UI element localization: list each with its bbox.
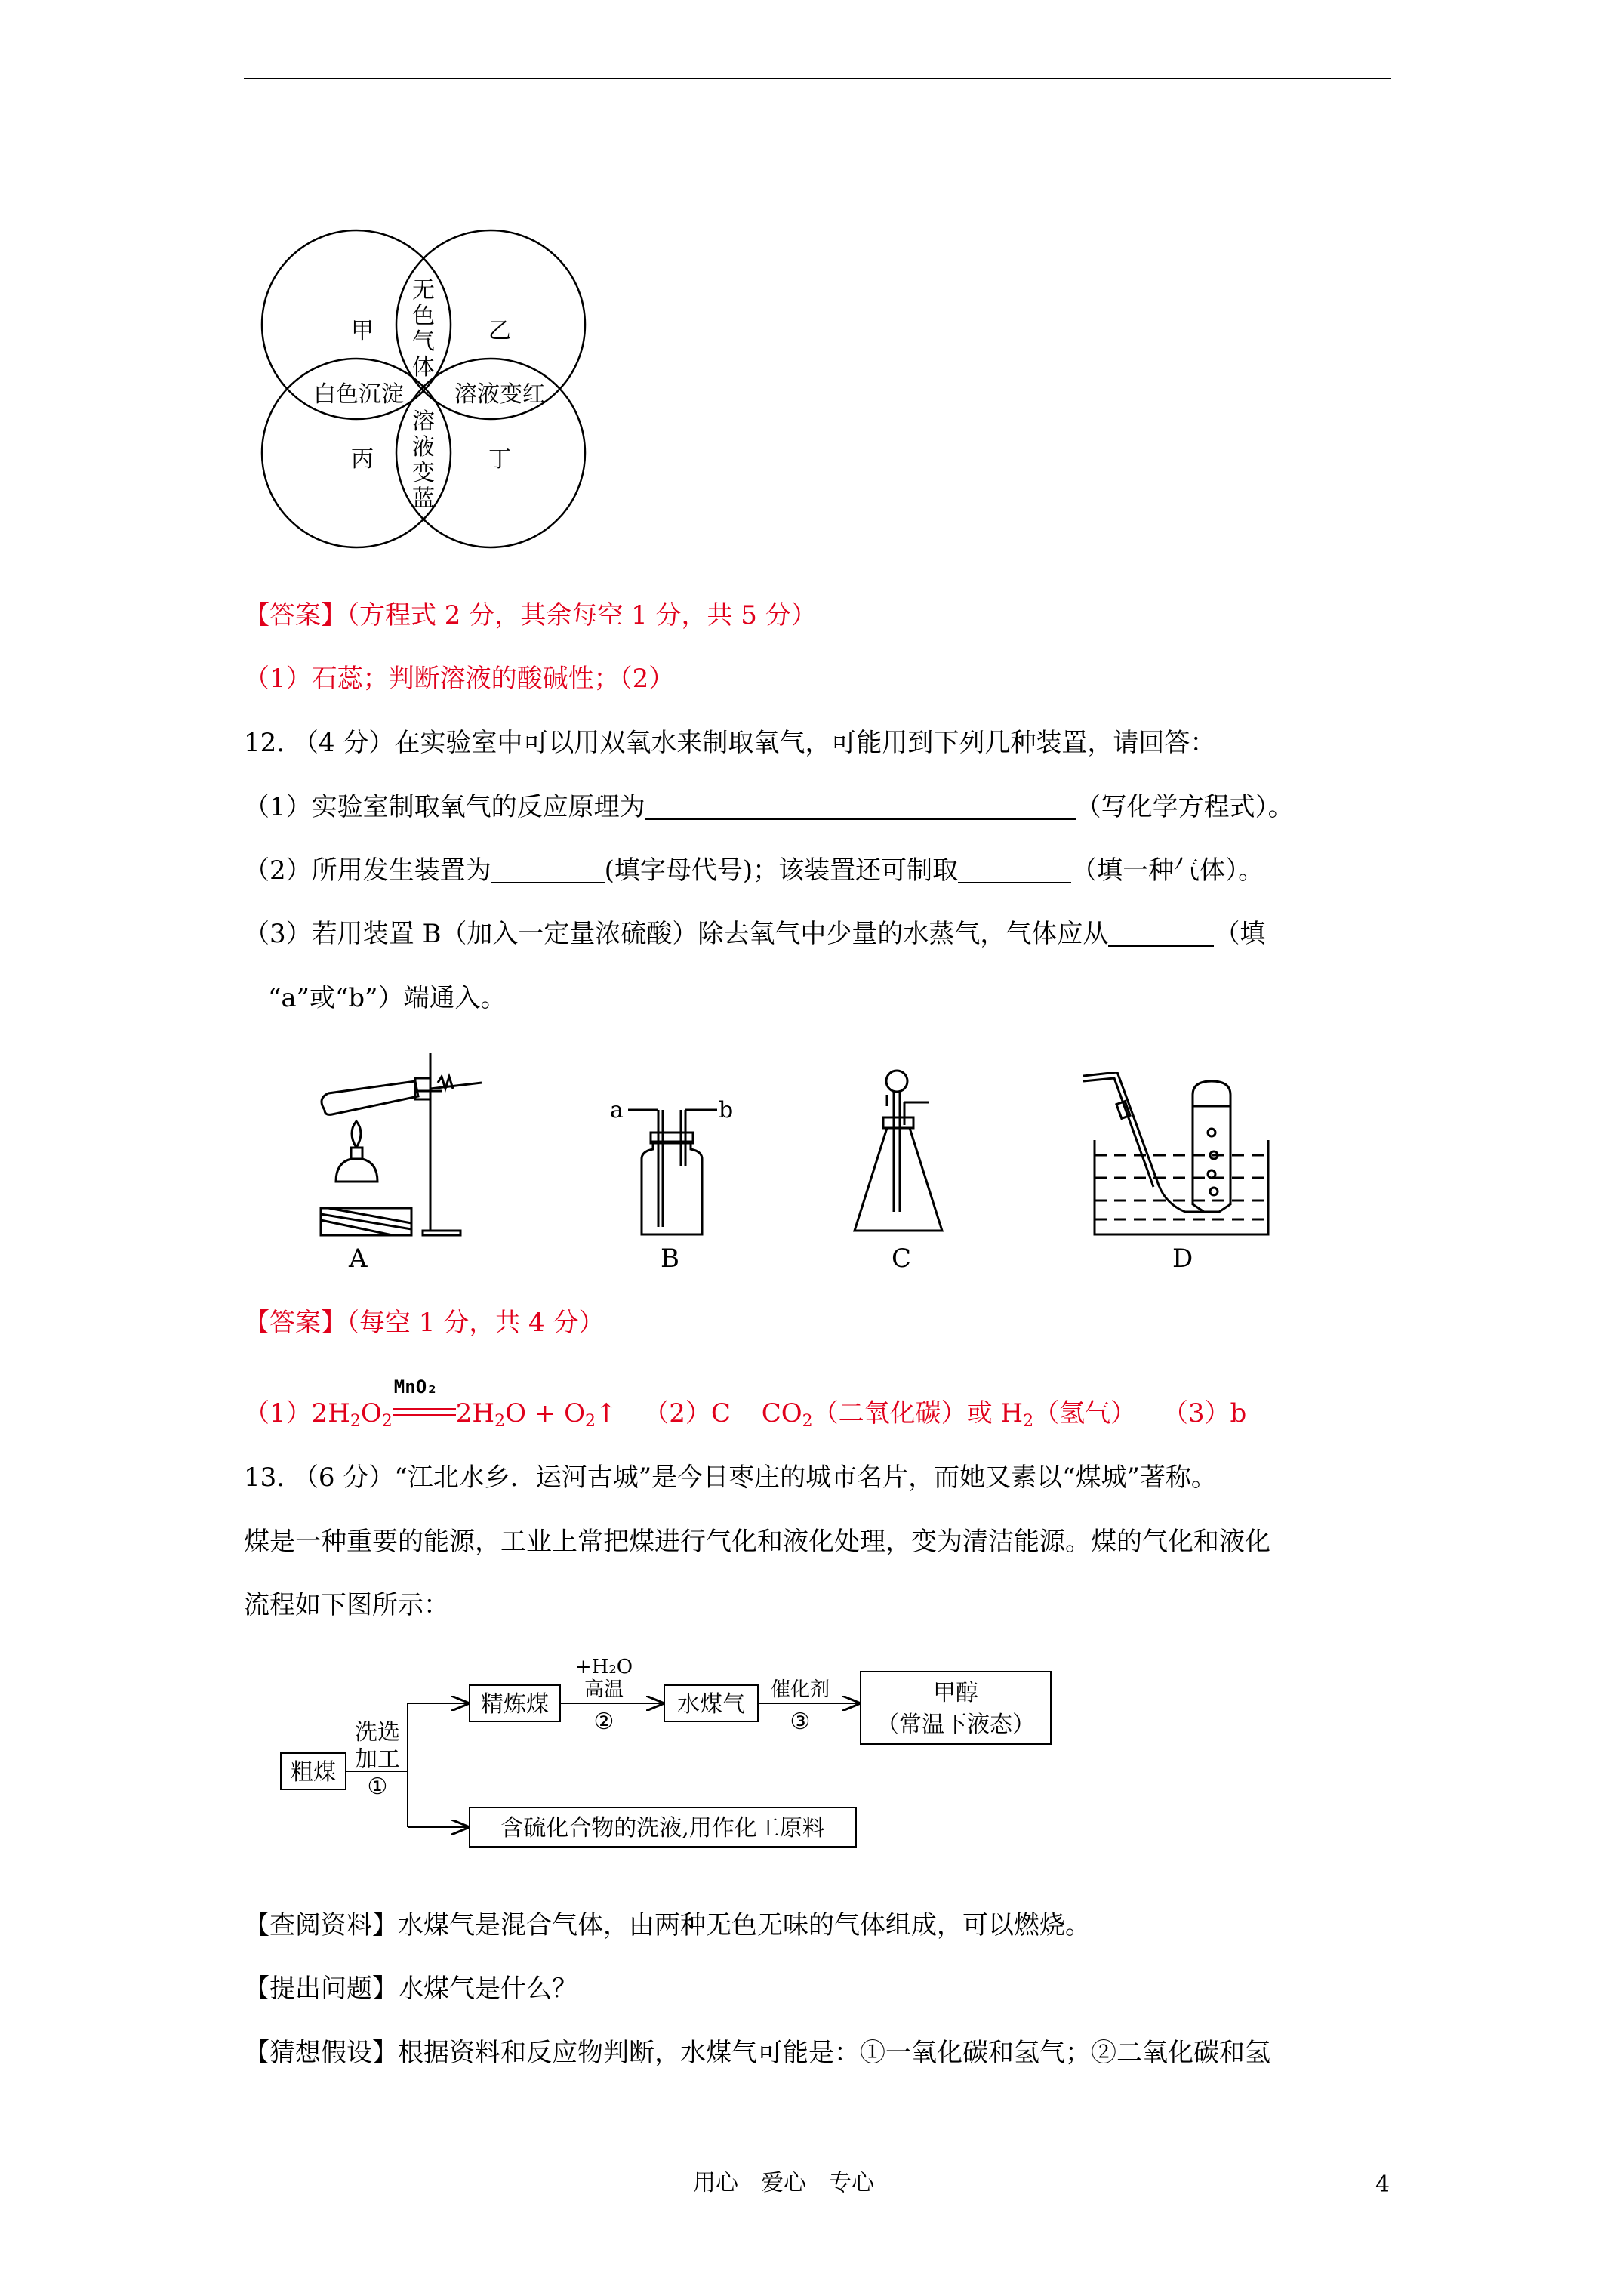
venn-label-bing: 丙 (351, 446, 374, 473)
q12-part3-text: （3）若用装置 B（加入一定量浓硫酸）除去氧气中少量的水蒸气，气体应从 (244, 919, 1109, 949)
q13-question: 【提出问题】水煤气是什么？ (244, 1974, 577, 2004)
venn-bottom-char: 蓝 (412, 485, 435, 512)
q13-reference: 【查阅资料】水煤气是混合气体，由两种无色无味的气体组成，可以燃烧。 (244, 1910, 1091, 1940)
venn-top-char: 无 (412, 277, 435, 304)
eq-subscript: 2 (494, 1412, 506, 1431)
apparatus-a (302, 1049, 498, 1246)
apparatus-label-c: C (892, 1244, 912, 1274)
eq-subscript: 2 (381, 1412, 393, 1431)
apparatus-label-b: B (661, 1244, 679, 1274)
venn-label-yi: 乙 (488, 318, 511, 344)
q12-part2 (244, 854, 1264, 887)
q12-part3 (244, 917, 1265, 951)
answer-blank[interactable] (645, 793, 1076, 820)
flow-water-gas: 水煤气 (677, 1691, 745, 1718)
flow-methanol: 甲醇 (933, 1680, 978, 1706)
q13-line2: 煤是一种重要的能源，工业上常把煤进行气化和液化处理，变为清洁能源。煤的气化和液化 (244, 1527, 1270, 1557)
q12-part2-mid: (填字母代号)；该装置还可制取 (604, 855, 959, 886)
eq-subscript: 2 (584, 1412, 596, 1431)
flow-byproduct: 含硫化合物的洗液,用作化工原料 (500, 1815, 825, 1841)
flow-step2: ② (593, 1709, 614, 1735)
answer-blank[interactable] (1108, 920, 1214, 947)
flow-refined: 精炼煤 (481, 1691, 549, 1718)
answer12-line (244, 1376, 1247, 1438)
q12-part1-suffix: （写化学方程式）。 (1075, 792, 1294, 822)
venn-top-char: 体 (412, 354, 435, 381)
venn-right-label: 溶液变红 (454, 381, 545, 408)
venn-top-char: 色 (412, 303, 435, 329)
answer12-part2: （2）C (643, 1398, 731, 1428)
eq-text: 2H (455, 1398, 495, 1428)
port-a-label: a (610, 1097, 624, 1123)
venn-left-label: 白色沉淀 (313, 381, 404, 408)
flow-plus-h2o: +H₂O (574, 1656, 633, 1678)
flow-high-temp: 高温 (584, 1678, 624, 1701)
eq-arrow-up: ↑ (595, 1398, 617, 1428)
q12-part2-text: （2）所用发生装置为 (244, 855, 491, 886)
answer-score: （方程式 2 分，其余每空 1 分，共 5 分） (346, 600, 817, 630)
apparatus-b (604, 1095, 755, 1246)
port-b-label: b (719, 1097, 734, 1123)
venn-top-char: 气 (412, 328, 435, 355)
answer-bracket: 【答案】 (244, 1308, 346, 1338)
q12-intro: 12. （4 分）在实验室中可以用双氧水来制取氧气，可能用到下列几种装置，请回答： (244, 728, 1216, 758)
eq-subscript: 2 (802, 1412, 813, 1431)
q12-part1-text: （1）实验室制取氧气的反应原理为 (244, 792, 645, 822)
answer12-header (244, 1306, 605, 1339)
coal-flowchart (272, 1653, 1072, 1872)
apparatus-label-d: D (1172, 1244, 1193, 1274)
answer11-header (244, 599, 817, 632)
venn-bottom-char: 溶 (412, 408, 435, 435)
q13-line1: 13. （6 分）“江北水乡．运河古城”是今日枣庄的城市名片，而她又素以“煤城”著称。 (244, 1462, 1217, 1493)
flow-methanol-state: （常温下液态） (876, 1712, 1035, 1738)
flow-step1: ① (367, 1774, 388, 1800)
eq-text: O + O (505, 1398, 585, 1428)
answer-blank[interactable] (491, 856, 605, 883)
q12-part3-cont: “a”或“b”）端通入。 (268, 983, 507, 1013)
flow-wash1: 洗选 (355, 1719, 400, 1746)
eq-text: O (360, 1398, 382, 1428)
header-rule (244, 78, 1391, 79)
flow-wash2: 加工 (355, 1746, 400, 1773)
q12-part3-suffix: （填 (1214, 919, 1266, 949)
apparatus-d (1079, 1072, 1276, 1246)
eq-double-arrow (393, 1376, 456, 1425)
answer-blank[interactable] (958, 856, 1071, 883)
apparatus-label-a: A (349, 1244, 368, 1274)
answer-score: （每空 1 分，共 4 分） (346, 1308, 605, 1338)
flow-catalyst: 催化剂 (770, 1678, 830, 1701)
venn-bottom-char: 液 (412, 434, 435, 461)
catalyst-label: MnO₂ (393, 1376, 438, 1398)
eq-text: （1）2H (244, 1398, 350, 1428)
q13-hypothesis: 【猜想假设】根据资料和反应物判断，水煤气可能是：①一氧化碳和氢气；②二氧化碳和氢 (244, 2038, 1270, 2068)
q12-part2-suffix: （填一种气体）。 (1071, 855, 1264, 886)
eq-subscript: 2 (1023, 1412, 1034, 1431)
eq-text: （二氧化碳）或 H (812, 1398, 1024, 1428)
apparatus-c (845, 1049, 951, 1246)
answer-bracket: 【答案】 (244, 600, 346, 630)
venn-label-jia: 甲 (351, 318, 374, 344)
page-number: 4 (1375, 2171, 1390, 2198)
venn-label-ding: 丁 (488, 446, 511, 473)
venn-bottom-char: 变 (412, 460, 435, 486)
flow-raw-coal: 粗煤 (291, 1759, 336, 1786)
answer11-line1: （1）石蕊；判断溶液的酸碱性；（2） (244, 664, 675, 694)
eq-subscript: 2 (350, 1412, 361, 1431)
q12-part1 (244, 791, 1294, 824)
eq-text: CO (761, 1398, 802, 1428)
footer-motto: 用心 爱心 专心 (693, 2170, 874, 2196)
q13-line3: 流程如下图所示： (244, 1590, 449, 1620)
flow-step3: ③ (790, 1709, 811, 1735)
venn-diagram (257, 227, 619, 559)
answer12-part3: （3）b (1162, 1398, 1247, 1428)
eq-text: （氢气） (1033, 1398, 1137, 1428)
